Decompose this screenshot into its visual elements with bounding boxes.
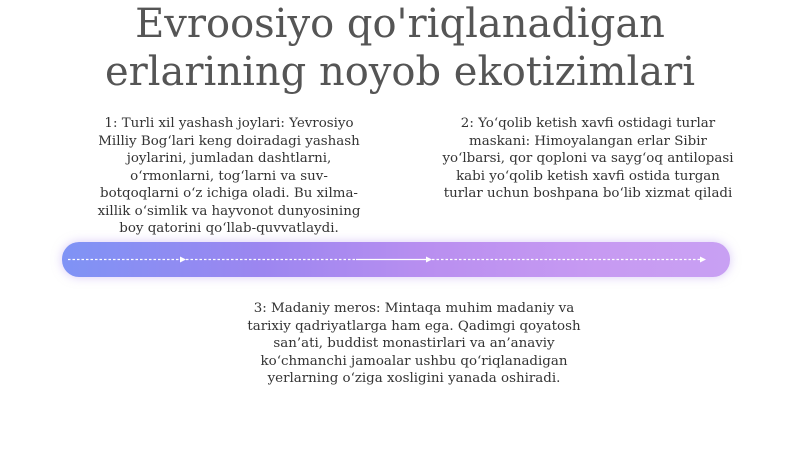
point-1-line: xillik o‘simlik va hayvonot dunyosining xyxy=(97,203,361,219)
point-3-line: tarixiy qadriyatlarga ham ega. Qadimgi qoyatosh xyxy=(247,318,581,334)
point-2-text xyxy=(418,115,758,203)
point-3-text xyxy=(200,300,628,388)
point-1-line: botqoqlarni o‘z ichiga oladi. Bu xilma- xyxy=(100,186,358,201)
point-2-line: kabi yo‘qolib ketish xavfi ostida turgan xyxy=(456,168,720,184)
point-3-line: san’ati, buddist monastirlari va an’anaviy xyxy=(273,336,555,351)
point-2-line: turlar uchun boshpana bo‘lib xizmat qiladi xyxy=(443,186,733,201)
title-line-2: erlarining noyob ekotizimlari xyxy=(104,49,696,95)
point-1-text xyxy=(70,115,388,238)
point-3-line: 3: Madaniy meros: Mintaqa muhim madaniy va xyxy=(253,301,575,316)
point-3-line: ko‘chmanchi jamoalar ushbu qo‘riqlanadigan xyxy=(260,353,568,369)
title-line-1: Evroosiyo qo'riqlanadigan xyxy=(135,1,665,47)
timeline-arrows xyxy=(62,242,730,277)
arrowhead-icon xyxy=(426,257,432,263)
point-1-line: o‘rmonlarni, tog‘larni va suv- xyxy=(130,168,328,184)
point-1-line: joylarini, jumladan dashtlarni, xyxy=(126,151,332,166)
arrowhead-icon xyxy=(180,257,186,263)
page-title xyxy=(0,0,800,96)
point-2-line: maskani: Himoyalangan erlar Sibir xyxy=(469,133,707,149)
point-1-line: 1: Turli xil yashash joylari: Yevrosiyo xyxy=(104,116,354,131)
point-2-line: 2: Yo‘qolib ketish xavfi ostidagi turlar xyxy=(460,116,716,131)
point-3-line: yerlarning o‘ziga xosligini yanada oshiradi. xyxy=(267,371,561,386)
timeline-bar xyxy=(62,242,730,277)
arrowhead-icon xyxy=(700,257,706,263)
point-2-line: yo‘lbarsi, qor qoploni va sayg‘oq antilopasi xyxy=(442,151,734,166)
point-1-line: Milliy Bog‘lari keng doiradagi yashash xyxy=(98,133,360,149)
point-1-line: boy qatorini qo‘llab-quvvatlaydi. xyxy=(119,221,339,236)
